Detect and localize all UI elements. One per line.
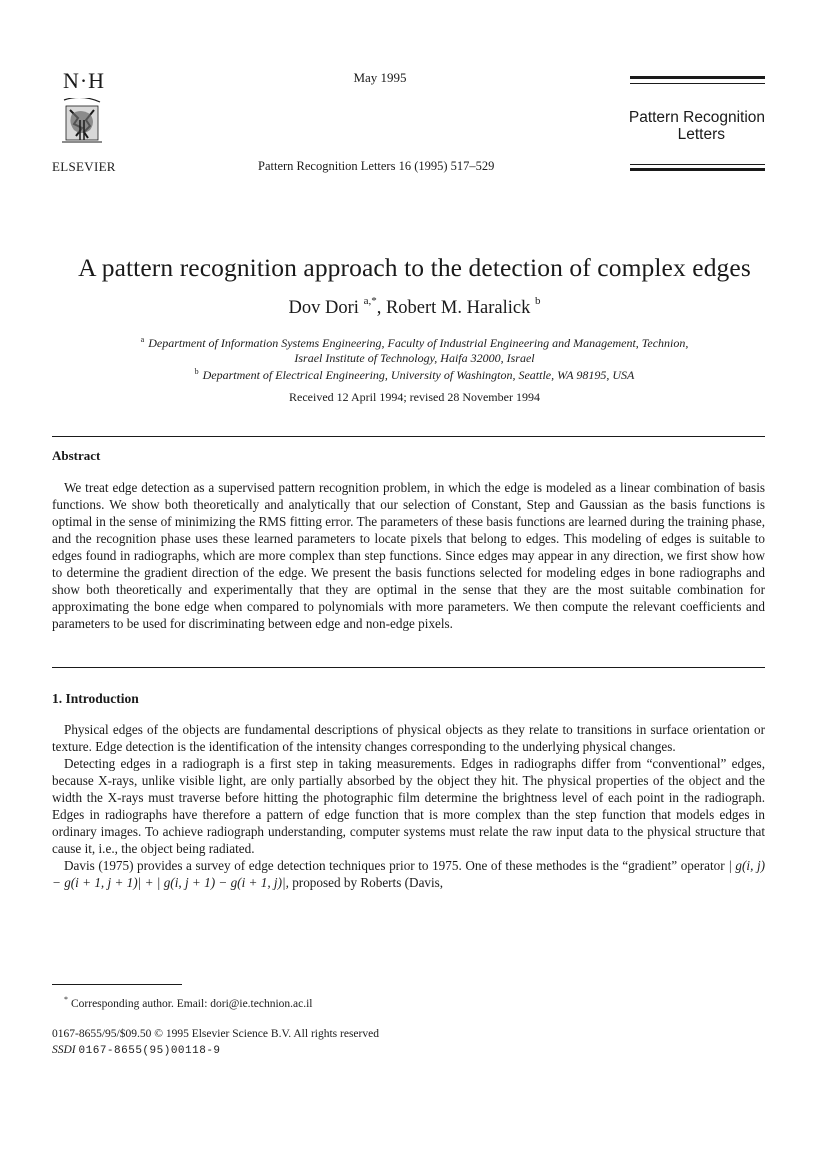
abstract-heading: Abstract xyxy=(52,448,101,463)
author-list xyxy=(0,295,829,319)
ssdi-number: 0167-8655(95)00118-9 xyxy=(78,1045,221,1057)
affiliation-a-continued: Israel Institute of Technology, Haifa 32000, Israel xyxy=(294,351,535,365)
divider xyxy=(52,667,765,668)
section-heading: 1. Introduction xyxy=(52,691,139,706)
affiliation-label: a xyxy=(140,335,145,344)
author-name: Dov Dori xyxy=(288,298,359,318)
elsevier-tree-icon xyxy=(60,98,104,148)
paragraph-text: proposed by Roberts (Davis, xyxy=(292,874,444,890)
author-affiliation-mark: a,* xyxy=(363,295,377,307)
affiliation-label: b xyxy=(194,367,199,376)
ssdi-label: SSDI xyxy=(52,1044,76,1056)
abstract-body xyxy=(52,480,765,633)
author-separator: , xyxy=(376,298,386,318)
affiliation-b xyxy=(0,367,829,383)
journal-title-line1: Pattern Recognition xyxy=(628,109,765,126)
logo-text: N·H xyxy=(62,68,106,93)
header-rule xyxy=(630,83,765,84)
paragraph: Physical edges of the objects are fundamental descriptions of physical objects as they relate to transitions in surface orientation or texture. Edge detection is the identification of the intensity changes corresponding to the underlying physical changes. xyxy=(52,722,765,754)
paper-title: A pattern recognition approach to the detection of complex edges xyxy=(78,253,751,282)
footnote-mark: * xyxy=(64,995,68,1004)
publisher-name: ELSEVIER xyxy=(52,159,116,174)
received-dates: Received 12 April 1994; revised 28 November 1994 xyxy=(289,390,540,404)
header-rule xyxy=(630,76,765,79)
author-affiliation-mark: b xyxy=(534,295,541,307)
paragraph-text: Davis (1975) provides a survey of edge detection techniques prior to 1975. One of these methodes is the “gradient” operator xyxy=(64,857,725,873)
affiliation-a xyxy=(0,335,829,351)
footnote-text: Corresponding author. Email: dori@ie.technion.ac.il xyxy=(71,998,313,1010)
paragraph xyxy=(52,858,765,892)
ssdi-line xyxy=(52,1044,221,1057)
header-rule xyxy=(630,168,765,171)
affiliation-text: Department of Information Systems Engineering, Faculty of Industrial Engineering and Management, Technion, xyxy=(148,336,689,350)
paragraph: Detecting edges in a radiograph is a first step in taking measurements. Edges in radiographs differ from “conventional” edges, because X-rays, unlike visible light, are only partially absorbed by the object they hit. The physical properties of the object and the width the X-rays must traverse before hitting the photographic film determine the brightness level of each point in the radiograph. Edges in radiographs have therefore a pattern of edge function that is more complex than the step function that models edges in ordinary images. To achieve radiograph understanding, computer systems must relate the raw input data to the physical structure that cause it, i.e., the object being radiated. xyxy=(52,755,765,856)
divider xyxy=(52,436,765,437)
abstract-text: We treat edge detection as a supervised pattern recognition problem, in which the edge is modeled as a linear combination of basis functions. We show both theoretically and analytically that our selection of Constant, Step and Gaussian as the basis functions is optimal in the sense of minimizing the RMS fitting error. The parameters of these basis functions are learned during the training phase, and the recognition phase uses these learned parameters to locate pixels that belong to edges. This modeling of edges is suitable to edges found in radiographs, which are more complex than step functions. Since edges may appear in any direction, we first show how to determine the gradient direction of the edge. We present the basis functions selected for modeling edges in bone radiographs and show both theoretically and experimentally that they are optimal in the sense that they are the most suitable combination for approximating the bone edge when compared to polynomials with more parameters. We then compute the relevant coefficients and parameters to be used for discriminating between edge and non-edge pixels. xyxy=(52,480,765,631)
header-rule xyxy=(630,164,765,165)
gradient-formula: | g(i, j) − g(i + 1, j + 1)| + | g(i, j + 1) − g(i + 1, j)|, xyxy=(52,857,765,890)
journal-title xyxy=(608,109,765,143)
introduction-body xyxy=(52,722,765,892)
issue-date: May 1995 xyxy=(353,70,407,85)
author-name: Robert M. Haralick xyxy=(385,298,531,318)
journal-citation: Pattern Recognition Letters 16 (1995) 517–529 xyxy=(258,159,495,173)
footnote xyxy=(64,995,313,1010)
copyright-line: 0167-8655/95/$09.50 © 1995 Elsevier Science B.V. All rights reserved xyxy=(52,1028,379,1040)
journal-title-line2: Letters xyxy=(677,126,725,143)
footnote-rule xyxy=(52,984,182,985)
affiliation-text: Department of Electrical Engineering, University of Washington, Seattle, WA 98195, USA xyxy=(202,368,635,382)
